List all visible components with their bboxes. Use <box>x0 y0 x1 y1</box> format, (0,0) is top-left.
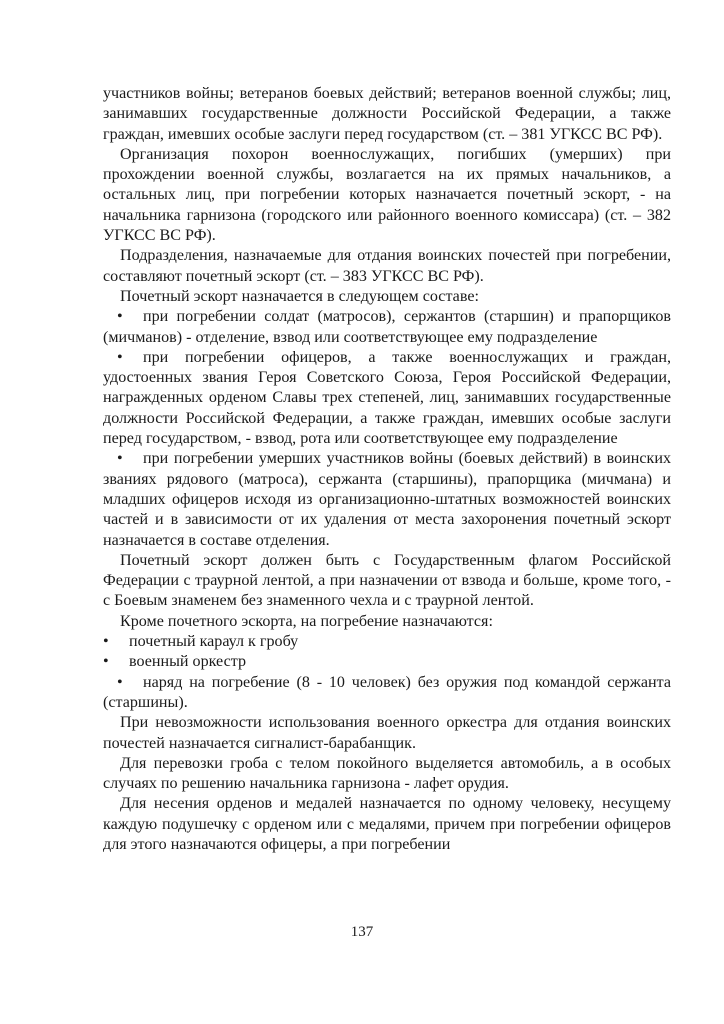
bullet-icon: • <box>117 450 123 468</box>
bullet-item-burial-detail <box>103 673 671 714</box>
bullet-item-honor-guard <box>103 632 671 652</box>
page-body <box>103 84 671 855</box>
paragraph-funeral-organization: Организация похорон военнослужащих, погибших (умерших) при прохождении военной службы, возлагается на их прямых начальников, а остальных лиц, при погребении которых назначается почетный эскорт, - на начальника гарнизона (городского или районного военного комиссара) (ст. – 382 УГКСС ВС РФ). <box>103 145 671 245</box>
bullet-item-text: почетный караул к гробу <box>129 633 299 651</box>
paragraph-drummer: При невозможности использования военного оркестра для отдания воинских почестей назначается сигналист-барабанщик. <box>103 714 671 752</box>
bullet-item-text: при погребении офицеров, а также военнослужащих и граждан, удостоенных звания Героя Советского Союза, Героя Российской Федерации, награжденных орденом Славы трех степеней, лиц, занимавших государственные должности Российской Федерации, а также граждан, имевших особые заслуги перед государством, - взвод, рота или соответствующее ему подразделение <box>103 348 671 448</box>
paragraph-transport: Для перевозки гроба с телом покойного выделяется автомобиль, а в особых случаях по решению начальника гарнизона - лафет орудия. <box>103 754 671 793</box>
paragraph-escort-flag: Почетный эскорт должен быть с Государственным флагом Российской Федерации с траурной лентой, а при назначении от взвода и больше, кроме того, - с Боевым знаменем без знаменного чехла и с траурной лентой. <box>103 551 671 610</box>
bullet-item-soldiers <box>103 307 671 348</box>
bullet-icon: • <box>103 633 109 651</box>
bullet-icon: • <box>117 673 123 691</box>
bullet-icon: • <box>103 653 109 671</box>
page-number: 137 <box>350 924 374 940</box>
bullet-icon: • <box>117 308 123 326</box>
paragraph-continuation: участников войны; ветеранов боевых действий; ветеранов военной службы; лиц, занимавших государственные должности Российской Федерации, а также граждан, имевших особые заслуги перед государством (ст. – 381 УГКСС ВС РФ). <box>103 85 671 143</box>
paragraph-orders-medals: Для несения орденов и медалей назначается по одному человеку, несущему каждую подушечку с орденом или с медалями, причем при погребении офицеров для этого назначаются офицеры, а при погребении <box>103 795 671 853</box>
bullet-item-text: при погребении умерших участников войны (боевых действий) в воинских званиях рядового (матроса), сержанта (старшины), прапорщика (мичмана) и младших офицеров исходя из организационно-штатных возможностей воинских частей и в зависимости от их удаления от места захоронения почетный эскорт назначается в составе отделения. <box>103 450 671 549</box>
bullet-item-text: при погребении солдат (матросов), сержантов (старшин) и прапорщиков (мичманов) - отделение, взвод или соответствующее ему подразделение <box>103 308 671 346</box>
paragraph-additional-assignments: Кроме почетного эскорта, на погребение назначаются: <box>120 612 493 630</box>
bullet-item-text: наряд на погребение (8 - 10 человек) без оружия под командой сержанта (старшины). <box>103 673 671 711</box>
bullet-icon: • <box>117 348 123 366</box>
bullet-item-orchestra <box>103 652 671 672</box>
bullet-item-veterans <box>103 449 671 550</box>
paragraph-escort-units: Подразделения, назначаемые для отдания воинских почестей при погребении, составляют почетный эскорт (ст. – 383 УГКСС ВС РФ). <box>103 247 671 285</box>
bullet-item-officers <box>103 348 671 449</box>
bullet-item-text: военный оркестр <box>129 653 247 671</box>
paragraph-escort-composition: Почетный эскорт назначается в следующем составе: <box>120 287 479 305</box>
